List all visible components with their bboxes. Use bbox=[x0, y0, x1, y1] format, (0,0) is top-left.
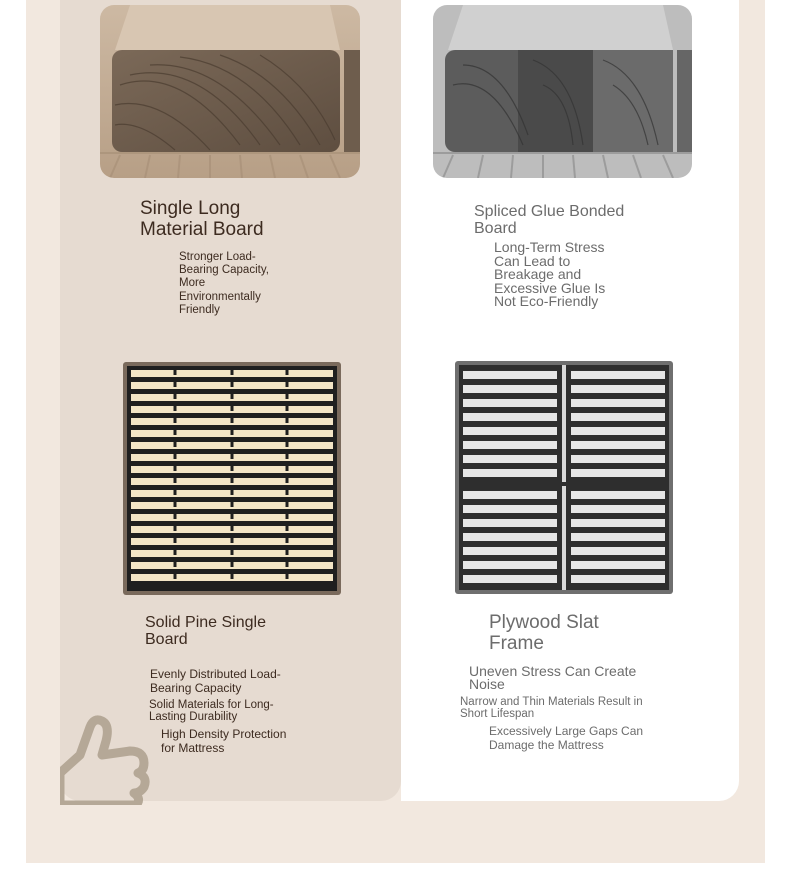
plywood-slat-frame-image bbox=[455, 361, 673, 599]
pine-feature-3: High Density Protection for Mattress bbox=[161, 727, 287, 755]
pine-slat-frame-image bbox=[123, 362, 341, 600]
thumbs-up-icon bbox=[60, 715, 160, 810]
spliced-board-description: Long-Term Stress Can Lead to Breakage and Excessive Glue Is Not Eco-Friendly bbox=[494, 239, 606, 310]
pine-feature-1: Evenly Distributed Load-Bearing Capacity bbox=[150, 667, 281, 695]
single-board-title: Single Long Material Board bbox=[140, 198, 264, 240]
plywood-frame-title: Plywood Slat Frame bbox=[489, 612, 599, 654]
pine-frame-title: Solid Pine Single Board bbox=[145, 614, 266, 648]
single-board-photo bbox=[100, 5, 360, 178]
plywood-feature-2: Narrow and Thin Materials Result in Short Lifespan bbox=[460, 696, 643, 720]
spliced-board-title: Spliced Glue Bonded Board bbox=[474, 203, 625, 237]
plywood-feature-3: Excessively Large Gaps Can Damage the Mattress bbox=[489, 724, 644, 752]
pine-feature-2: Solid Materials for Long-Lasting Durability bbox=[149, 699, 274, 723]
plywood-feature-1: Uneven Stress Can Create Noise bbox=[469, 663, 637, 692]
spliced-board-photo bbox=[433, 5, 692, 178]
single-board-description: Stronger Load-Bearing Capacity, More Environmentally Friendly bbox=[179, 251, 269, 316]
